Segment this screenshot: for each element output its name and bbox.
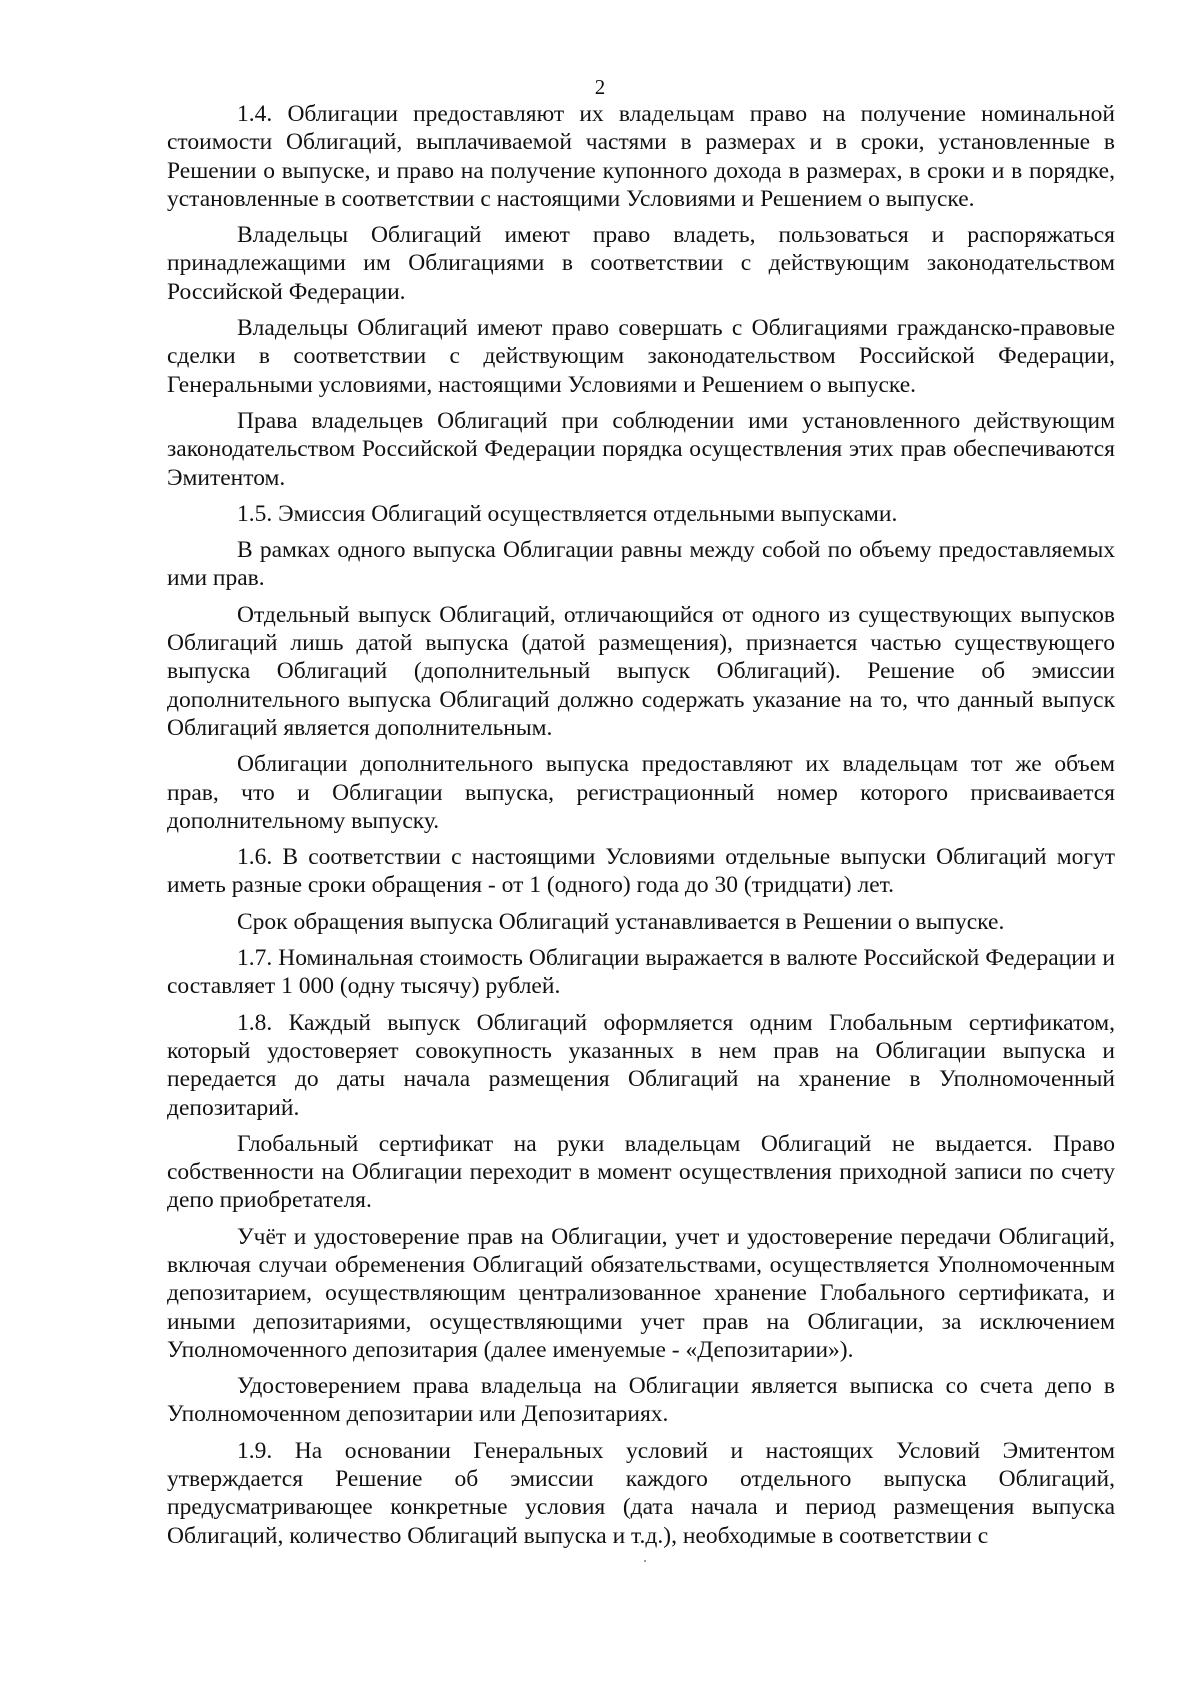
paragraph-rights-guarantee: Права владельцев Облигаций при соблюдении ими установленного действующим законодательством Российской Федерации порядка осуществления этих прав обеспечиваются Эмитентом. [167, 407, 1115, 491]
paragraph-ownership-proof: Удостоверением права владельца на Облигации является выписка со счета депо в Уполномоченном депозитарии или Депозитариях. [167, 1373, 1115, 1428]
paragraph-additional-issue: Отдельный выпуск Облигаций, отличающийся от одного из существующих выпусков Облигаций лишь датой выпуска (датой размещения), признается частью существующего выпуска Облигаций (дополнительный выпуск Облигаций). Решение об эмиссии дополнительного выпуска Облигаций должно содержать указание на то, что данный выпуск Облигаций является дополнительным. [167, 601, 1115, 741]
paragraph-accounting: Учёт и удостоверение прав на Облигации, учет и удостоверение передачи Облигаций, включая случаи обременения Облигаций обязательствами, осуществляется Уполномоченным депозитарием, осуществляющим централизованное хранение Глобального сертификата, и иными депозитариями, осуществляющими учет прав на Облигации, за исключением Уполномоченного депозитария (далее именуемые - «Депозитарии»). [167, 1223, 1115, 1363]
paragraph-1-9: 1.9. На основании Генеральных условий и настоящих Условий Эмитентом утверждается Решение об эмиссии каждого отдельного выпуска Облигаций, предусматривающее конкретные условия (дата начала и период размещения выпуска Облигаций, количество Облигаций выпуска и т.д.), необходимые в соответствии с [167, 1437, 1115, 1549]
paragraph-1-8: 1.8. Каждый выпуск Облигаций оформляется одним Глобальным сертификатом, который удостоверяет совокупность указанных в нем прав на Облигации выпуска и передается до даты начала размещения Облигаций на хранение в Уполномоченный депозитарий. [167, 1009, 1115, 1121]
scan-artifact [644, 1560, 646, 1562]
page-number: 2 [594, 75, 606, 99]
paragraph-equal-rights: В рамках одного выпуска Облигации равны между собой по объему предоставляемых ими прав. [167, 537, 1115, 592]
paragraph-additional-issue-rights: Облигации дополнительного выпуска предоставляют их владельцам тот же объем прав, что и Облигации выпуска, регистрационный номер которого присваивается дополнительному выпуску. [167, 751, 1115, 834]
paragraph-1-5: 1.5. Эмиссия Облигаций осуществляется отдельными выпусками. [237, 500, 898, 527]
paragraph-owners-rights: Владельцы Облигаций имеют право владеть, пользоваться и распоряжаться принадлежащими им Облигациями в соответствии с действующим законодательством Российской Федерации. [167, 222, 1115, 305]
paragraph-1-4: 1.4. Облигации предоставляют их владельцам право на получение номинальной стоимости Облигаций, выплачиваемой частями в размерах и в сроки, установленные в Решении о выпуске, и право на получение купонного дохода в размерах, в сроки и в порядке, установленные в соответствии с настоящими Условиями и Решением о выпуске. [167, 101, 1115, 212]
paragraph-1-7: 1.7. Номинальная стоимость Облигации выражается в валюте Российской Федерации и составляет 1 000 (одну тысячу) рублей. [167, 945, 1115, 1000]
paragraph-owners-transactions: Владельцы Облигаций имеют право совершать с Облигациями гражданско-правовые сделки в соответствии с действующим законодательством Российской Федерации, Генеральными условиями, настоящими Условиями и Решением о выпуске. [167, 315, 1115, 398]
paragraph-global-certificate: Глобальный сертификат на руки владельцам Облигаций не выдается. Право собственности на Облигации переходит в момент осуществления приходной записи по счету депо приобретателя. [167, 1130, 1115, 1214]
paragraph-1-6: 1.6. В соответствии с настоящими Условиями отдельные выпуски Облигаций могут иметь разные сроки обращения - от 1 (одного) года до 30 (тридцати) лет. [167, 844, 1115, 899]
document-body [167, 100, 1115, 1558]
paragraph-circulation-term: Срок обращения выпуска Облигаций устанавливается в Решении о выпуске. [237, 908, 1005, 935]
